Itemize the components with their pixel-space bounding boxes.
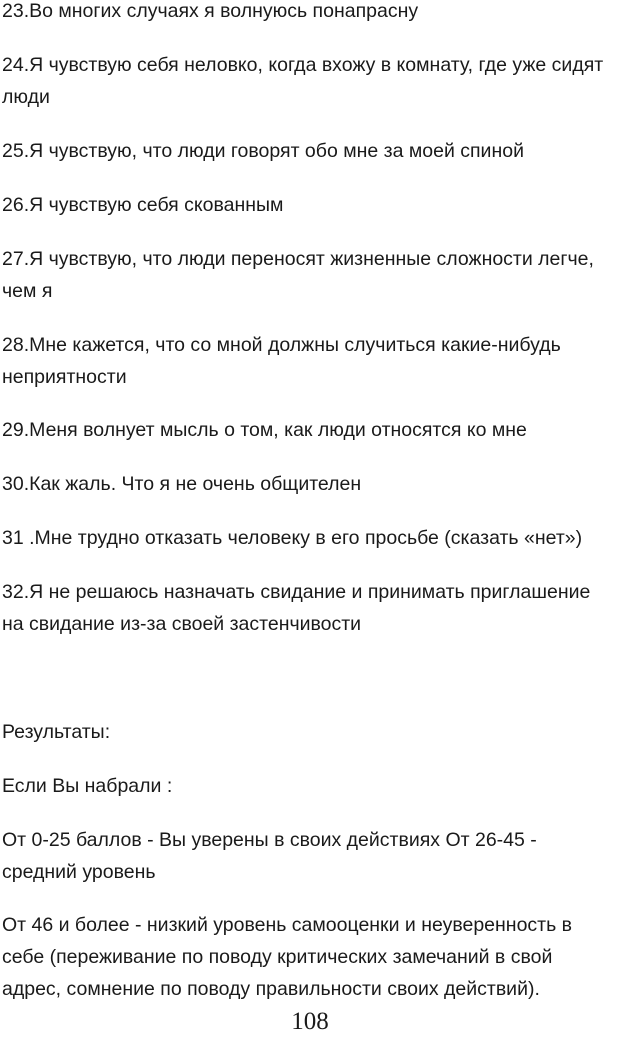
- results-range-high: От 46 и более - низкий уровень самооценки и неуверенность в себе (переживание по поводу критических замечаний в свой адрес, сомнение по поводу правильности своих действий).: [2, 914, 573, 1000]
- results-range-low: От 0-25 баллов - Вы уверены в своих действиях От 26-45 - средний уровень: [2, 829, 537, 883]
- question-26: 26.Я чувствую себя скованным: [2, 194, 284, 216]
- results-heading: Результаты:: [2, 721, 111, 743]
- question-29: 29.Меня волнует мысль о том, как люди относятся ко мне: [2, 419, 527, 441]
- question-24: 24.Я чувствую себя неловко, когда вхожу в комнату, где уже сидят люди: [2, 54, 604, 108]
- question-27: 27.Я чувствую, что люди переносят жизненные сложности легче, чем я: [2, 248, 594, 302]
- question-28: 28.Мне кажется, что со мной должны случиться какие-нибудь неприятности: [2, 334, 561, 388]
- question-32: 32.Я не решаюсь назначать свидание и принимать приглашение на свидание из-за своей застенчивости: [2, 581, 591, 635]
- results-intro: Если Вы набрали :: [2, 775, 173, 797]
- page-number: 108: [291, 1008, 329, 1035]
- question-25: 25.Я чувствую, что люди говорят обо мне за моей спиной: [2, 140, 524, 162]
- question-31: 31 .Мне трудно отказать человеку в его просьбе (сказать «нет»): [2, 527, 583, 549]
- question-30: 30.Как жаль. Что я не очень общителен: [2, 473, 362, 495]
- question-23: 23.Во многих случаях я волнуюсь понапрасну: [2, 0, 419, 22]
